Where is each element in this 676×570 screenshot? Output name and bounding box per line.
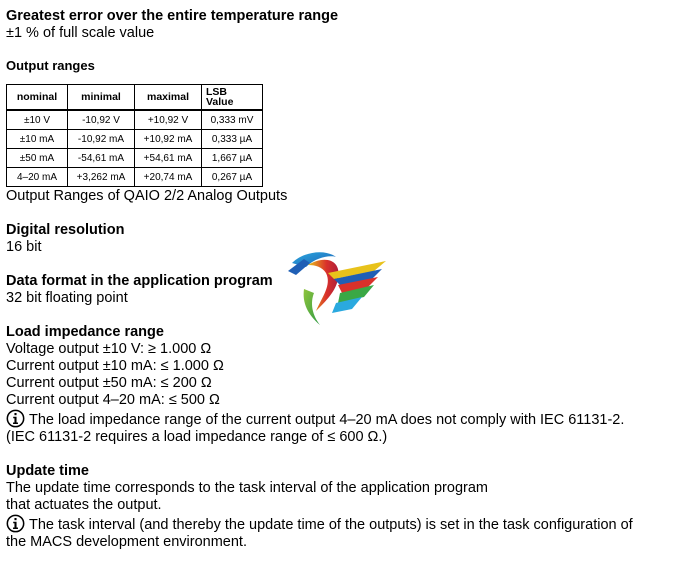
heading-data-format: Data format in the application program — [6, 273, 273, 289]
table-cell: +3,262 mA — [68, 168, 135, 187]
update-time-line1: The update time corresponds to the task interval of the application program — [6, 480, 488, 496]
table-cell: 0,333 µA — [202, 130, 263, 149]
output-ranges-table — [6, 84, 263, 187]
text-digital-resolution: 16 bit — [6, 239, 42, 255]
table-cell: ±50 mA — [7, 149, 68, 168]
logo-red-swoosh — [308, 260, 339, 311]
table-row — [7, 130, 263, 149]
table-cell: -54,61 mA — [68, 149, 135, 168]
info-icon — [6, 514, 25, 533]
table-cell: 1,667 µA — [202, 149, 263, 168]
heading-load-impedance: Load impedance range — [6, 324, 164, 340]
table-cell: +20,74 mA — [135, 168, 202, 187]
table-cell: +10,92 V — [135, 110, 202, 130]
load-impedance-line: Current output 4–20 mA: ≤ 500 Ω — [6, 392, 220, 408]
heading-output-ranges: Output ranges — [6, 58, 95, 73]
table-caption: Output Ranges of QAIO 2/2 Analog Outputs — [6, 188, 288, 204]
table-cell: +54,61 mA — [135, 149, 202, 168]
heading-greatest-error: Greatest error over the entire temperature range — [6, 8, 339, 24]
text-greatest-error: ±1 % of full scale value — [6, 25, 155, 41]
table-cell: -10,92 mA — [68, 130, 135, 149]
info-icon — [6, 409, 25, 428]
table-header-row — [7, 85, 263, 111]
table-cell: -10,92 V — [68, 110, 135, 130]
table-cell: ±10 V — [7, 110, 68, 130]
table-header-cell: minimal — [68, 85, 135, 111]
table-header-cell-lsb — [202, 85, 263, 111]
table-cell: 4–20 mA — [7, 168, 68, 187]
lsb-label: LSB — [206, 86, 227, 98]
table-cell: ±10 mA — [7, 130, 68, 149]
table-header-cell: maximal — [135, 85, 202, 111]
load-impedance-line: Voltage output ±10 V: ≥ 1.000 Ω — [6, 341, 212, 357]
table-cell: 0,333 mV — [202, 110, 263, 130]
table-header-cell: nominal — [7, 85, 68, 111]
company-logo — [286, 249, 390, 327]
heading-update-time: Update time — [6, 463, 89, 479]
load-impedance-note-line1: The load impedance range of the current output 4–20 mA does not comply with IEC 61131-2. — [29, 412, 625, 428]
load-impedance-line: Current output ±50 mA: ≤ 200 Ω — [6, 375, 212, 391]
table-cell: +10,92 mA — [135, 130, 202, 149]
heading-digital-resolution: Digital resolution — [6, 222, 125, 238]
table-row — [7, 110, 263, 130]
load-impedance-line: Current output ±10 mA: ≤ 1.000 Ω — [6, 358, 224, 374]
update-time-note-line1: The task interval (and thereby the update time of the outputs) is set in the task configuration of — [29, 517, 633, 533]
value-label: Value — [206, 96, 234, 108]
text-data-format: 32 bit floating point — [6, 290, 128, 306]
load-impedance-note-line2: (IEC 61131-2 requires a load impedance range of ≤ 600 Ω.) — [6, 429, 388, 445]
update-time-line2: that actuates the output. — [6, 497, 162, 513]
table-row — [7, 168, 263, 187]
logo-green-curve — [304, 289, 320, 325]
update-time-note — [6, 514, 670, 534]
load-impedance-note — [6, 409, 670, 429]
table-row — [7, 149, 263, 168]
update-time-note-line2: the MACS development environment. — [6, 534, 247, 550]
table-cell: 0,267 µA — [202, 168, 263, 187]
